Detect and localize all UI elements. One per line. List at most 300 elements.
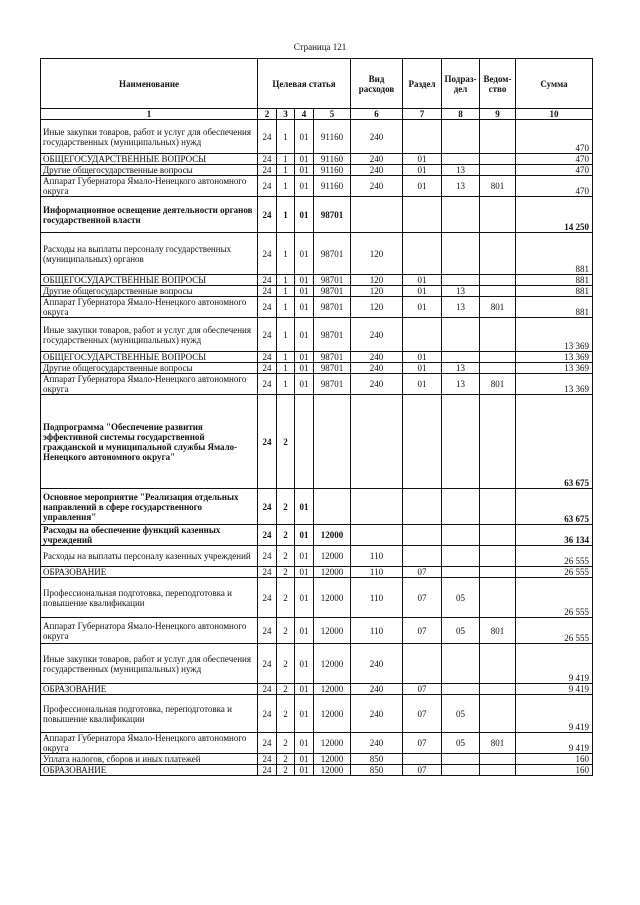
table-cell-direction: 12000 xyxy=(314,695,351,733)
table-cell-podrazdel: 13 xyxy=(442,165,480,176)
table-cell-name: Основное мероприятие "Реализация отдельных направлений в сфере государственного управления" xyxy=(41,489,258,525)
table-cell-name: Иные закупки товаров, работ и услуг для обеспечения государственных (муниципальных) нужд xyxy=(41,120,258,154)
table-cell-name: Аппарат Губернатора Ямало-Ненецкого автономного округа xyxy=(41,176,258,197)
table-cell-direction: 12000 xyxy=(314,567,351,578)
table-cell-name: Аппарат Губернатора Ямало-Ненецкого автономного округа xyxy=(41,618,258,644)
table-cell-program: 24 xyxy=(258,352,277,363)
table-cell-sum: 160 xyxy=(516,754,593,765)
table-cell-vedomstvo: 801 xyxy=(480,176,516,197)
table-cell-vid: 110 xyxy=(351,618,403,644)
table-cell-razdel xyxy=(403,546,442,567)
table-cell-vedomstvo xyxy=(480,197,516,233)
table-cell-subprogram: 1 xyxy=(277,374,295,395)
index-cell: 9 xyxy=(480,109,516,120)
table-cell-razdel: 07 xyxy=(403,765,442,776)
table-cell-vedomstvo xyxy=(480,644,516,684)
table-cell-vid: 110 xyxy=(351,546,403,567)
table-cell-vid xyxy=(351,525,403,546)
table-cell-name: Другие общегосударственные вопросы xyxy=(41,165,258,176)
table-cell-razdel xyxy=(403,395,442,489)
table-cell-sum: 470 xyxy=(516,176,593,197)
table-cell-vid: 240 xyxy=(351,120,403,154)
table-cell-vedomstvo xyxy=(480,275,516,286)
table-row xyxy=(41,546,593,567)
table-row xyxy=(41,176,593,197)
table-cell-sum: 26 555 xyxy=(516,567,593,578)
table-cell-direction: 91160 xyxy=(314,154,351,165)
table-cell-vedomstvo xyxy=(480,684,516,695)
table-cell-vedomstvo xyxy=(480,120,516,154)
table-cell-event: 01 xyxy=(295,233,314,275)
table-row xyxy=(41,525,593,546)
table-cell-subprogram: 2 xyxy=(277,578,295,618)
table-cell-program: 24 xyxy=(258,644,277,684)
table-cell-podrazdel: 13 xyxy=(442,176,480,197)
table-cell-podrazdel xyxy=(442,525,480,546)
table-cell-sum: 881 xyxy=(516,233,593,275)
table-cell-program: 24 xyxy=(258,233,277,275)
table-cell-event: 01 xyxy=(295,318,314,352)
table-cell-sum: 26 555 xyxy=(516,546,593,567)
table-cell-podrazdel xyxy=(442,318,480,352)
header-vedomstvo: Ведом-ство xyxy=(480,59,516,109)
table-cell-vedomstvo: 801 xyxy=(480,618,516,644)
table-cell-sum: 9 419 xyxy=(516,733,593,754)
table-row xyxy=(41,395,593,489)
table-cell-event: 01 xyxy=(295,363,314,374)
table-cell-sum: 9 419 xyxy=(516,695,593,733)
table-cell-vid: 240 xyxy=(351,644,403,684)
table-cell-podrazdel xyxy=(442,489,480,525)
table-cell-podrazdel xyxy=(442,567,480,578)
table-cell-podrazdel: 05 xyxy=(442,733,480,754)
table-cell-vedomstvo xyxy=(480,363,516,374)
table-cell-program: 24 xyxy=(258,197,277,233)
table-cell-direction: 12000 xyxy=(314,733,351,754)
table-cell-direction: 98701 xyxy=(314,286,351,297)
table-row xyxy=(41,374,593,395)
table-cell-direction: 91160 xyxy=(314,165,351,176)
index-cell: 3 xyxy=(277,109,295,120)
index-row xyxy=(41,109,593,120)
table-cell-razdel xyxy=(403,318,442,352)
table-cell-vid: 110 xyxy=(351,567,403,578)
table-cell-podrazdel: 05 xyxy=(442,578,480,618)
table-row xyxy=(41,120,593,154)
table-row xyxy=(41,275,593,286)
table-cell-vid: 240 xyxy=(351,363,403,374)
table-cell-razdel: 01 xyxy=(403,154,442,165)
table-cell-podrazdel xyxy=(442,765,480,776)
table-cell-sum: 881 xyxy=(516,275,593,286)
table-cell-direction: 12000 xyxy=(314,618,351,644)
table-cell-podrazdel xyxy=(442,546,480,567)
table-cell-sum: 26 555 xyxy=(516,578,593,618)
table-cell-vedomstvo: 801 xyxy=(480,297,516,318)
table-cell-vedomstvo: 801 xyxy=(480,733,516,754)
table-cell-name: Профессиональная подготовка, переподготовка и повышение квалификации xyxy=(41,695,258,733)
table-cell-direction: 98701 xyxy=(314,275,351,286)
table-cell-event: 01 xyxy=(295,275,314,286)
table-cell-direction: 91160 xyxy=(314,176,351,197)
table-row xyxy=(41,695,593,733)
table-row xyxy=(41,165,593,176)
table-cell-razdel xyxy=(403,489,442,525)
table-cell-vid: 240 xyxy=(351,154,403,165)
table-cell-event: 01 xyxy=(295,765,314,776)
table-row xyxy=(41,733,593,754)
table-cell-sum: 470 xyxy=(516,165,593,176)
table-cell-subprogram: 1 xyxy=(277,275,295,286)
table-row xyxy=(41,363,593,374)
table-cell-subprogram: 2 xyxy=(277,754,295,765)
table-cell-vid: 240 xyxy=(351,318,403,352)
table-cell-name: Иные закупки товаров, работ и услуг для обеспечения государственных (муниципальных) нужд xyxy=(41,318,258,352)
table-cell-podrazdel: 13 xyxy=(442,297,480,318)
table-cell-subprogram: 1 xyxy=(277,297,295,318)
table-cell-vid: 240 xyxy=(351,695,403,733)
table-cell-direction: 98701 xyxy=(314,374,351,395)
table-cell-razdel: 01 xyxy=(403,363,442,374)
table-cell-sum: 881 xyxy=(516,297,593,318)
table-cell-vid: 240 xyxy=(351,176,403,197)
table-cell-sum: 26 555 xyxy=(516,618,593,644)
table-cell-event: 01 xyxy=(295,374,314,395)
table-cell-razdel: 07 xyxy=(403,578,442,618)
index-cell: 2 xyxy=(258,109,277,120)
table-cell-program: 24 xyxy=(258,275,277,286)
table-cell-direction: 12000 xyxy=(314,754,351,765)
table-cell-subprogram: 2 xyxy=(277,618,295,644)
table-cell-vedomstvo xyxy=(480,165,516,176)
table-cell-vid: 120 xyxy=(351,297,403,318)
table-cell-podrazdel xyxy=(442,233,480,275)
table-cell-sum: 14 250 xyxy=(516,197,593,233)
table-cell-podrazdel: 13 xyxy=(442,363,480,374)
table-row xyxy=(41,233,593,275)
table-cell-vid xyxy=(351,197,403,233)
table-cell-razdel: 01 xyxy=(403,176,442,197)
table-cell-vid: 120 xyxy=(351,286,403,297)
table-cell-direction: 98701 xyxy=(314,197,351,233)
table-cell-subprogram: 2 xyxy=(277,489,295,525)
table-cell-subprogram: 2 xyxy=(277,525,295,546)
table-cell-vedomstvo xyxy=(480,154,516,165)
table-cell-program: 24 xyxy=(258,695,277,733)
table-cell-name: Уплата налогов, сборов и иных платежей xyxy=(41,754,258,765)
table-cell-sum: 470 xyxy=(516,154,593,165)
table-cell-name: ОБЩЕГОСУДАРСТВЕННЫЕ ВОПРОСЫ xyxy=(41,275,258,286)
table-cell-direction: 98701 xyxy=(314,297,351,318)
table-cell-sum: 13 369 xyxy=(516,374,593,395)
header-vid: Вид расходов xyxy=(351,59,403,109)
table-cell-sum: 13 369 xyxy=(516,352,593,363)
table-cell-sum: 9 419 xyxy=(516,684,593,695)
index-cell: 6 xyxy=(351,109,403,120)
table-cell-razdel: 07 xyxy=(403,695,442,733)
table-cell-podrazdel: 05 xyxy=(442,695,480,733)
table-cell-name: ОБРАЗОВАНИЕ xyxy=(41,567,258,578)
table-cell-podrazdel xyxy=(442,352,480,363)
table-cell-vedomstvo xyxy=(480,765,516,776)
table-cell-program: 24 xyxy=(258,318,277,352)
table-cell-vedomstvo xyxy=(480,567,516,578)
table-cell-razdel xyxy=(403,754,442,765)
table-cell-name: Расходы на выплаты персоналу казенных учреждений xyxy=(41,546,258,567)
table-cell-direction: 12000 xyxy=(314,578,351,618)
index-cell: 7 xyxy=(403,109,442,120)
table-cell-subprogram: 1 xyxy=(277,318,295,352)
table-cell-program: 24 xyxy=(258,489,277,525)
table-cell-subprogram: 2 xyxy=(277,684,295,695)
table-cell-razdel: 01 xyxy=(403,165,442,176)
table-cell-vedomstvo xyxy=(480,352,516,363)
table-cell-subprogram: 1 xyxy=(277,165,295,176)
table-cell-subprogram: 1 xyxy=(277,197,295,233)
table-row xyxy=(41,318,593,352)
table-cell-vid xyxy=(351,395,403,489)
table-cell-podrazdel: 13 xyxy=(442,374,480,395)
table-row xyxy=(41,567,593,578)
table-cell-name: ОБРАЗОВАНИЕ xyxy=(41,765,258,776)
table-cell-podrazdel: 05 xyxy=(442,618,480,644)
table-cell-program: 24 xyxy=(258,525,277,546)
table-cell-razdel: 07 xyxy=(403,733,442,754)
table-row xyxy=(41,489,593,525)
table-cell-name: ОБЩЕГОСУДАРСТВЕННЫЕ ВОПРОСЫ xyxy=(41,154,258,165)
table-cell-subprogram: 2 xyxy=(277,733,295,754)
table-cell-podrazdel xyxy=(442,154,480,165)
table-cell-podrazdel: 13 xyxy=(442,286,480,297)
table-cell-direction: 98701 xyxy=(314,352,351,363)
table-cell-event: 01 xyxy=(295,754,314,765)
table-cell-vid: 240 xyxy=(351,684,403,695)
index-cell: 5 xyxy=(314,109,351,120)
table-cell-program: 24 xyxy=(258,120,277,154)
table-cell-program: 24 xyxy=(258,363,277,374)
table-cell-event: 01 xyxy=(295,489,314,525)
table-row xyxy=(41,754,593,765)
table-cell-program: 24 xyxy=(258,733,277,754)
table-cell-name: Расходы на обеспечение функций казенных учреждений xyxy=(41,525,258,546)
table-cell-event: 01 xyxy=(295,297,314,318)
table-cell-program: 24 xyxy=(258,286,277,297)
table-cell-event: 01 xyxy=(295,286,314,297)
table-cell-podrazdel xyxy=(442,395,480,489)
table-cell-subprogram: 2 xyxy=(277,567,295,578)
table-row xyxy=(41,286,593,297)
table-cell-program: 24 xyxy=(258,165,277,176)
table-cell-direction: 98701 xyxy=(314,363,351,374)
table-cell-direction: 98701 xyxy=(314,318,351,352)
table-cell-event: 01 xyxy=(295,120,314,154)
table-cell-sum: 63 675 xyxy=(516,395,593,489)
table-cell-name: ОБЩЕГОСУДАРСТВЕННЫЕ ВОПРОСЫ xyxy=(41,352,258,363)
table-cell-event xyxy=(295,395,314,489)
table-cell-vedomstvo xyxy=(480,286,516,297)
table-cell-subprogram: 1 xyxy=(277,120,295,154)
table-cell-event: 01 xyxy=(295,567,314,578)
table-cell-razdel xyxy=(403,644,442,684)
table-cell-razdel xyxy=(403,233,442,275)
table-cell-event: 01 xyxy=(295,546,314,567)
table-cell-subprogram: 1 xyxy=(277,154,295,165)
table-cell-name: Аппарат Губернатора Ямало-Ненецкого автономного округа xyxy=(41,374,258,395)
table-row xyxy=(41,684,593,695)
table-cell-subprogram: 1 xyxy=(277,176,295,197)
table-cell-vedomstvo xyxy=(480,578,516,618)
table-cell-subprogram: 2 xyxy=(277,644,295,684)
table-cell-event: 01 xyxy=(295,165,314,176)
table-cell-vedomstvo xyxy=(480,546,516,567)
header-podrazdel: Подраз-дел xyxy=(442,59,480,109)
table-cell-direction xyxy=(314,395,351,489)
table-cell-razdel xyxy=(403,120,442,154)
table-cell-podrazdel xyxy=(442,754,480,765)
table-cell-subprogram: 2 xyxy=(277,546,295,567)
table-cell-direction: 91160 xyxy=(314,120,351,154)
table-cell-event: 01 xyxy=(295,525,314,546)
table-cell-subprogram: 1 xyxy=(277,233,295,275)
table-body xyxy=(41,120,593,776)
table-cell-sum: 13 369 xyxy=(516,363,593,374)
table-cell-vid xyxy=(351,489,403,525)
table-cell-name: Другие общегосударственные вопросы xyxy=(41,363,258,374)
header-target: Целевая статья xyxy=(258,59,351,109)
budget-table xyxy=(40,58,593,776)
table-cell-program: 24 xyxy=(258,297,277,318)
header-name: Наименование xyxy=(41,59,258,109)
table-cell-razdel: 01 xyxy=(403,297,442,318)
table-cell-razdel xyxy=(403,525,442,546)
table-cell-event: 01 xyxy=(295,684,314,695)
table-cell-program: 24 xyxy=(258,176,277,197)
table-cell-program: 24 xyxy=(258,567,277,578)
table-cell-program: 24 xyxy=(258,374,277,395)
table-cell-direction: 12000 xyxy=(314,525,351,546)
table-cell-program: 24 xyxy=(258,154,277,165)
table-cell-direction: 12000 xyxy=(314,684,351,695)
table-row xyxy=(41,618,593,644)
header-summa: Сумма xyxy=(516,59,593,109)
table-cell-podrazdel xyxy=(442,644,480,684)
table-row xyxy=(41,644,593,684)
table-cell-event: 01 xyxy=(295,618,314,644)
table-cell-podrazdel xyxy=(442,684,480,695)
table-cell-subprogram: 1 xyxy=(277,352,295,363)
table-cell-vedomstvo xyxy=(480,395,516,489)
table-cell-direction: 12000 xyxy=(314,765,351,776)
table-cell-name: Профессиональная подготовка, переподготовка и повышение квалификации xyxy=(41,578,258,618)
table-cell-sum: 36 134 xyxy=(516,525,593,546)
table-cell-vid: 240 xyxy=(351,374,403,395)
index-cell: 4 xyxy=(295,109,314,120)
table-cell-razdel: 07 xyxy=(403,618,442,644)
table-cell-sum: 13 369 xyxy=(516,318,593,352)
table-cell-vedomstvo xyxy=(480,695,516,733)
table-cell-vid: 850 xyxy=(351,765,403,776)
table-cell-program: 24 xyxy=(258,754,277,765)
table-cell-event: 01 xyxy=(295,578,314,618)
table-cell-direction: 98701 xyxy=(314,233,351,275)
table-row xyxy=(41,197,593,233)
table-cell-name: Подпрограмма "Обеспечение развития эффективной системы государственной гражданской и муниципальной службы Ямало-Ненецкого автономного округа" xyxy=(41,395,258,489)
table-cell-vedomstvo xyxy=(480,489,516,525)
table-cell-vid: 240 xyxy=(351,352,403,363)
table-cell-razdel: 01 xyxy=(403,352,442,363)
table-cell-sum: 63 675 xyxy=(516,489,593,525)
table-cell-podrazdel xyxy=(442,197,480,233)
table-cell-event: 01 xyxy=(295,197,314,233)
table-cell-subprogram: 1 xyxy=(277,286,295,297)
index-cell: 8 xyxy=(442,109,480,120)
table-cell-vid: 850 xyxy=(351,754,403,765)
table-cell-razdel: 07 xyxy=(403,567,442,578)
table-cell-program: 24 xyxy=(258,578,277,618)
table-cell-vid: 120 xyxy=(351,233,403,275)
table-cell-vedomstvo xyxy=(480,233,516,275)
index-cell: 1 xyxy=(41,109,258,120)
table-cell-razdel: 01 xyxy=(403,275,442,286)
table-cell-event: 01 xyxy=(295,176,314,197)
table-row xyxy=(41,352,593,363)
table-cell-vedomstvo: 801 xyxy=(480,374,516,395)
table-cell-razdel: 01 xyxy=(403,374,442,395)
table-cell-name: Иные закупки товаров, работ и услуг для обеспечения государственных (муниципальных) нужд xyxy=(41,644,258,684)
table-cell-program: 24 xyxy=(258,765,277,776)
table-row xyxy=(41,578,593,618)
table-cell-name: ОБРАЗОВАНИЕ xyxy=(41,684,258,695)
table-cell-program: 24 xyxy=(258,618,277,644)
table-cell-name: Аппарат Губернатора Ямало-Ненецкого автономного округа xyxy=(41,733,258,754)
table-cell-program: 24 xyxy=(258,684,277,695)
table-cell-vid: 110 xyxy=(351,578,403,618)
table-cell-subprogram: 2 xyxy=(277,695,295,733)
table-cell-razdel xyxy=(403,197,442,233)
table-cell-subprogram: 2 xyxy=(277,765,295,776)
table-cell-podrazdel xyxy=(442,120,480,154)
table-cell-sum: 160 xyxy=(516,765,593,776)
table-cell-program: 24 xyxy=(258,395,277,489)
table-cell-subprogram: 1 xyxy=(277,363,295,374)
index-cell: 10 xyxy=(516,109,593,120)
table-row xyxy=(41,154,593,165)
table-cell-name: Расходы на выплаты персоналу государственных (муниципальных) органов xyxy=(41,233,258,275)
table-cell-event: 01 xyxy=(295,154,314,165)
table-cell-vedomstvo xyxy=(480,318,516,352)
header-row xyxy=(41,59,593,109)
table-cell-vid: 240 xyxy=(351,165,403,176)
table-cell-sum: 881 xyxy=(516,286,593,297)
table-row xyxy=(41,297,593,318)
table-cell-program: 24 xyxy=(258,546,277,567)
table-cell-name: Информационное освещение деятельности органов государственной власти xyxy=(41,197,258,233)
table-cell-name: Другие общегосударственные вопросы xyxy=(41,286,258,297)
page-number-label: Страница 121 xyxy=(293,42,347,52)
table-cell-razdel: 07 xyxy=(403,684,442,695)
table-cell-event: 01 xyxy=(295,352,314,363)
table-cell-direction: 12000 xyxy=(314,546,351,567)
table-cell-razdel: 01 xyxy=(403,286,442,297)
table-cell-sum: 470 xyxy=(516,120,593,154)
header-razdel: Раздел xyxy=(403,59,442,109)
table-cell-subprogram: 2 xyxy=(277,395,295,489)
table-cell-vedomstvo xyxy=(480,754,516,765)
table-row xyxy=(41,765,593,776)
table-cell-podrazdel xyxy=(442,275,480,286)
table-cell-direction xyxy=(314,489,351,525)
table-cell-sum: 9 419 xyxy=(516,644,593,684)
